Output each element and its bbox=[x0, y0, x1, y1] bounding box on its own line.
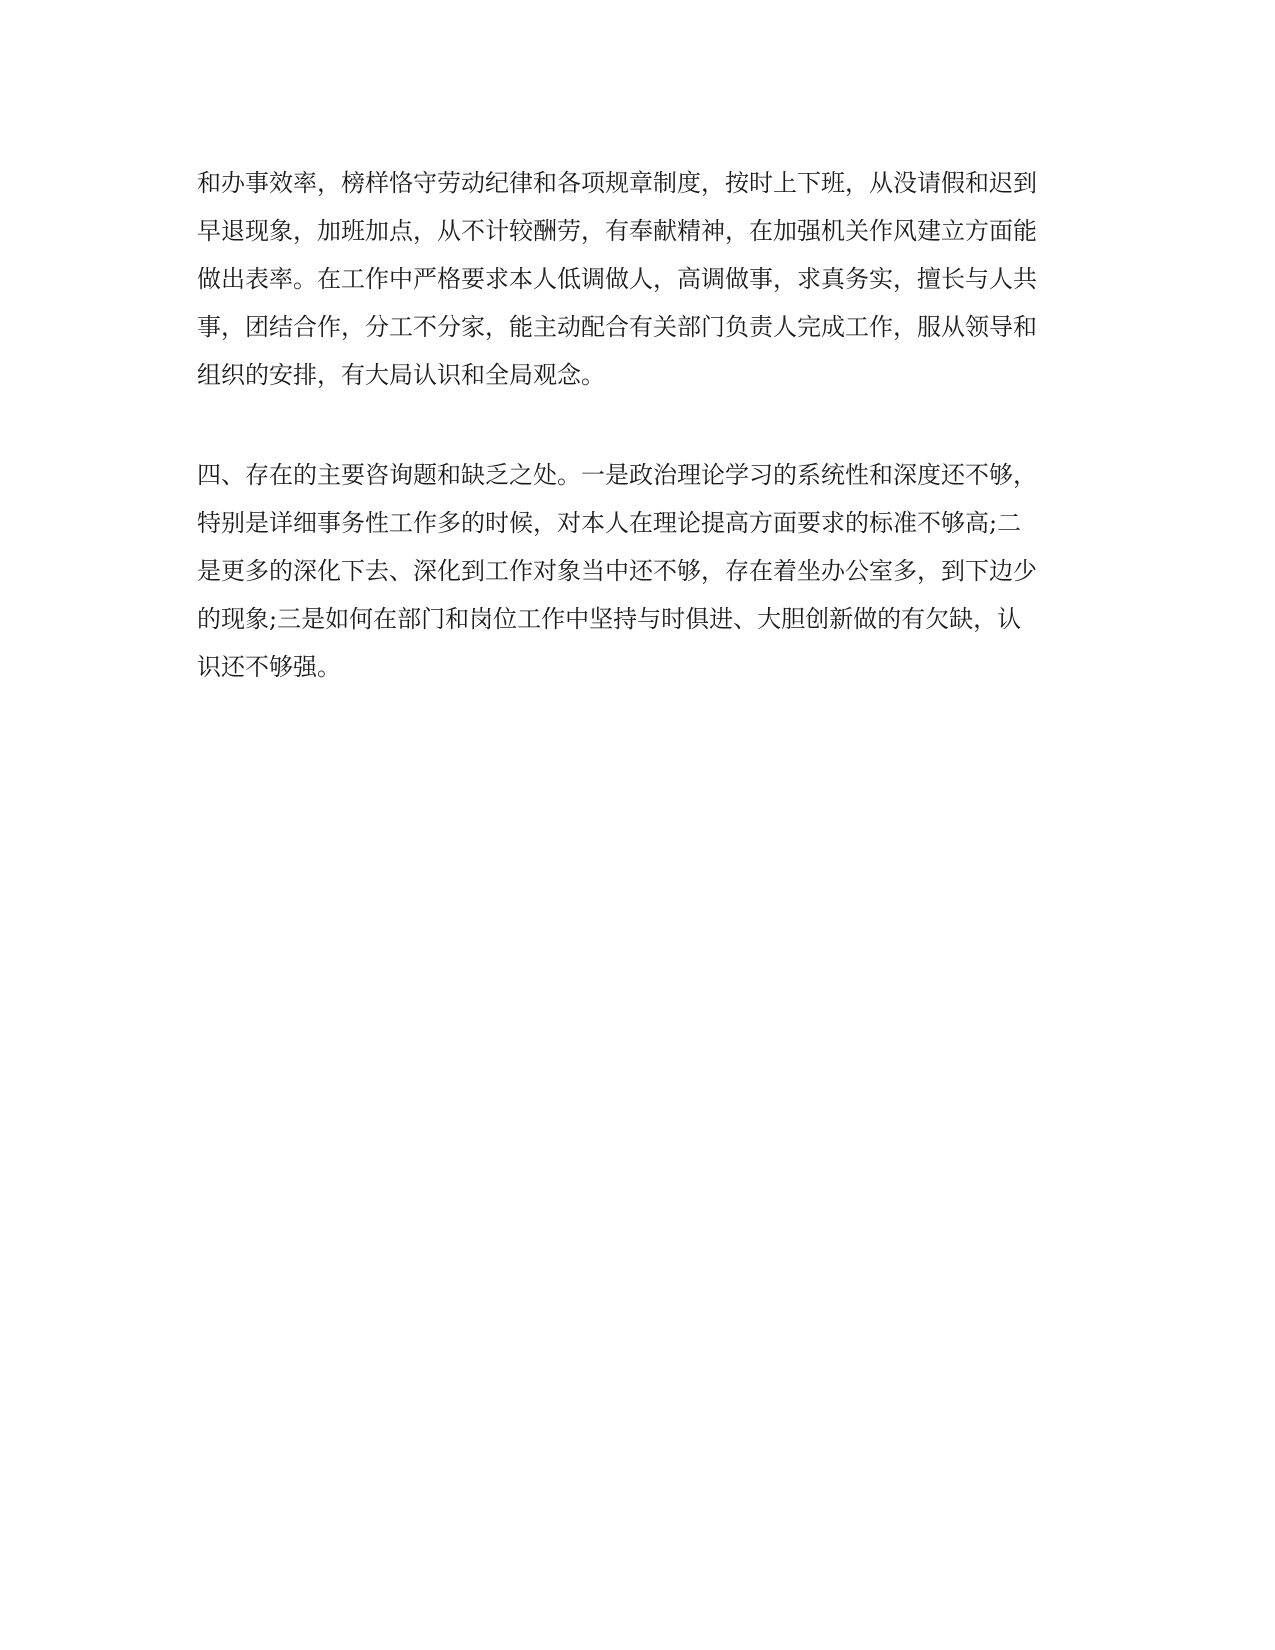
text-line: 早退现象，加班加点，从不计较酬劳，有奉献精神，在加强机关作风建立方面能 bbox=[197, 217, 1037, 245]
paragraph-problems bbox=[197, 451, 1077, 691]
paragraph-work-style bbox=[197, 159, 1077, 399]
text-line: 识还不够强。 bbox=[197, 653, 341, 681]
text-line: 事，团结合作，分工不分家，能主动配合有关部门负责人完成工作，服从领导和 bbox=[197, 313, 1037, 341]
text-line: 做出表率。在工作中严格要求本人低调做人，高调做事，求真务实，擅长与人共 bbox=[197, 265, 1037, 293]
text-line: 组织的安排，有大局认识和全局观念。 bbox=[197, 361, 605, 389]
text-line: 的现象;三是如何在部门和岗位工作中坚持与时俱进、大胆创新做的有欠缺，认 bbox=[197, 605, 1022, 633]
text-line: 特别是详细事务性工作多的时候，对本人在理论提高方面要求的标准不够高;二 bbox=[197, 509, 1022, 537]
text-line: 是更多的深化下去、深化到工作对象当中还不够，存在着坐办公室多，到下边少 bbox=[197, 557, 1037, 585]
text-line: 和办事效率，榜样恪守劳动纪律和各项规章制度，按时上下班，从没请假和迟到 bbox=[197, 169, 1037, 197]
text-line: 四、存在的主要咨询题和缺乏之处。一是政治理论学习的系统性和深度还不够， bbox=[197, 461, 1037, 489]
